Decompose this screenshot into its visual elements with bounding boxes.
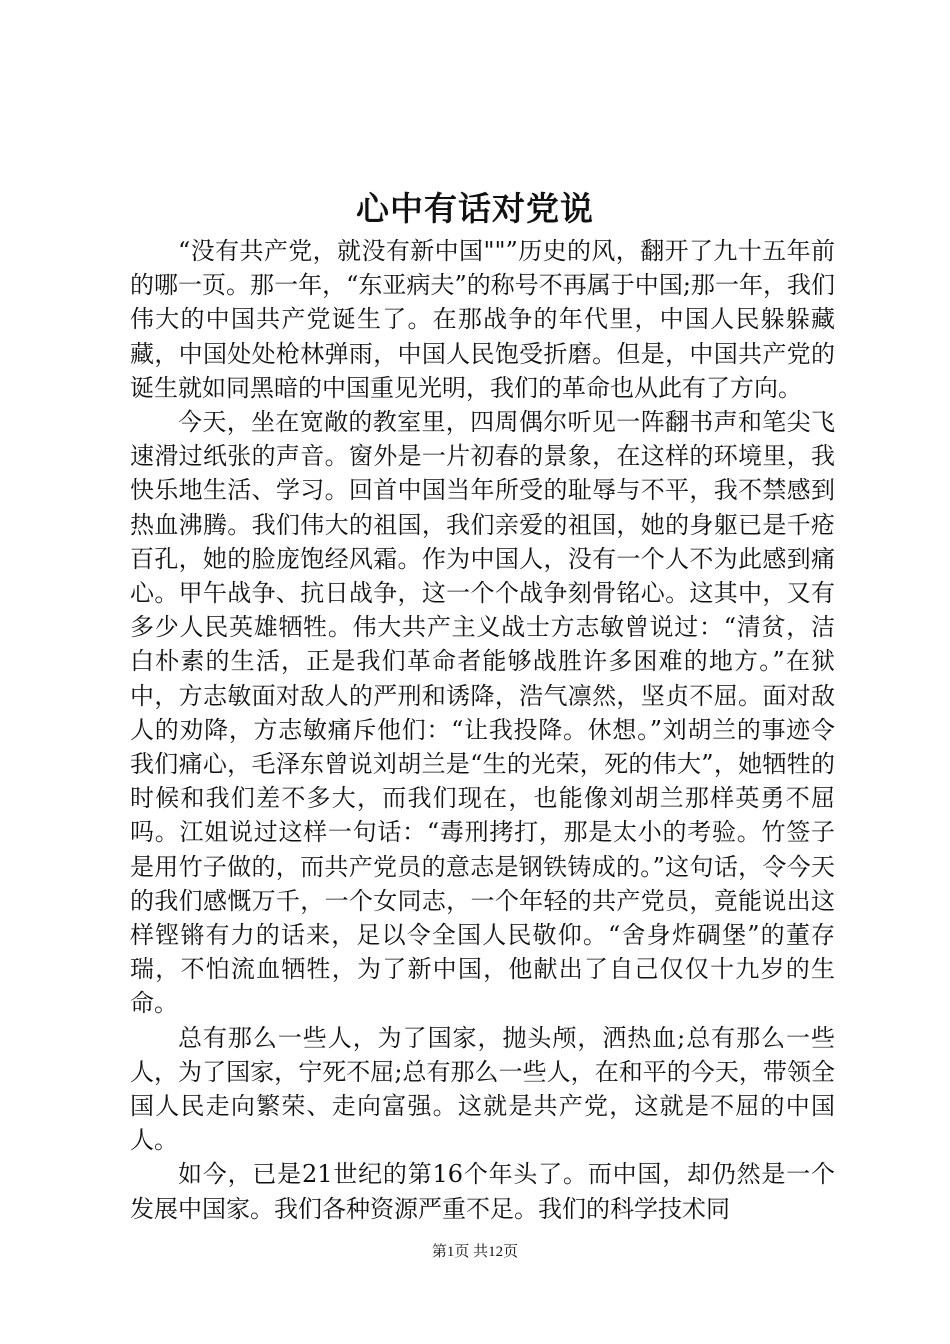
paragraph-4: 如今，已是21世纪的第16个年头了。而中国，却仍然是一个发展中国家。我们各种资源严重不足。我们的科学技术同 <box>130 1160 835 1223</box>
paragraph-2: 今天，坐在宽敞的教室里，四周偶尔听见一阵翻书声和笔尖飞速滑过纸张的声音。窗外是一片初春的景象，在这样的环境里，我快乐地生活、学习。回首中国当年所受的耻辱与不平，我不禁感到热血沸腾。我们伟大的祖国，我们亲爱的祖国，她的身躯已是千疮百孔，她的脸庞饱经风霜。作为中国人，没有一个人不为此感到痛心。甲午战争、抗日战争，这一个个战争刻骨铭心。这其中，又有多少人民英雄牺牲。伟大共产主义战士方志敏曾说过：“清贫，洁白朴素的生活，正是我们革命者能够战胜许多困难的地方。”在狱中，方志敏面对敌人的严刑和诱降，浩气凛然，坚贞不屈。面对敌人的劝降，方志敏痛斥他们：“让我投降。休想。”刘胡兰的事迹令我们痛心，毛泽东曾说刘胡兰是“生的光荣，死的伟大”，她牺牲的时候和我们差不多大，而我们现在，也能像刘胡兰那样英勇不屈吗。江姐说过这样一句话：“毒刑拷打，那是太小的考验。竹签子是用竹子做的，而共产党员的意志是钢铁铸成的。”这句话，令今天的我们感慨万千，一个女同志，一个年轻的共产党员，竟能说出这样铿锵有力的话来，足以令全国人民敬仰。“舍身炸碉堡”的董存瑞，不怕流血牺牲，为了新中国，他献出了自己仅仅十九岁的生命。 <box>130 408 835 1018</box>
document-title: 心中有话对党说 <box>356 189 594 228</box>
paragraph-3: 总有那么一些人，为了国家，抛头颅，洒热血;总有那么一些人，为了国家，宁死不屈;总有那么一些人，在和平的今天，带领全国人民走向繁荣、走向富强。这就是共产党，这就是不屈的中国人。 <box>130 1023 835 1155</box>
page-number-footer: 第1页 共12页 <box>431 1244 519 1260</box>
paragraph-1: “没有共产党，就没有新中国""”历史的风，翻开了九十五年前的哪一页。那一年，“东亚病夫”的称号不再属于中国;那一年，我们伟大的中国共产党诞生了。在那战争的年代里，中国人民躲躲藏藏，中国处处枪林弹雨，中国人民饱受折磨。但是，中国共产党的诞生就如同黑暗的中国重见光明，我们的革命也从此有了方向。 <box>130 237 835 402</box>
document-body <box>130 234 835 1226</box>
